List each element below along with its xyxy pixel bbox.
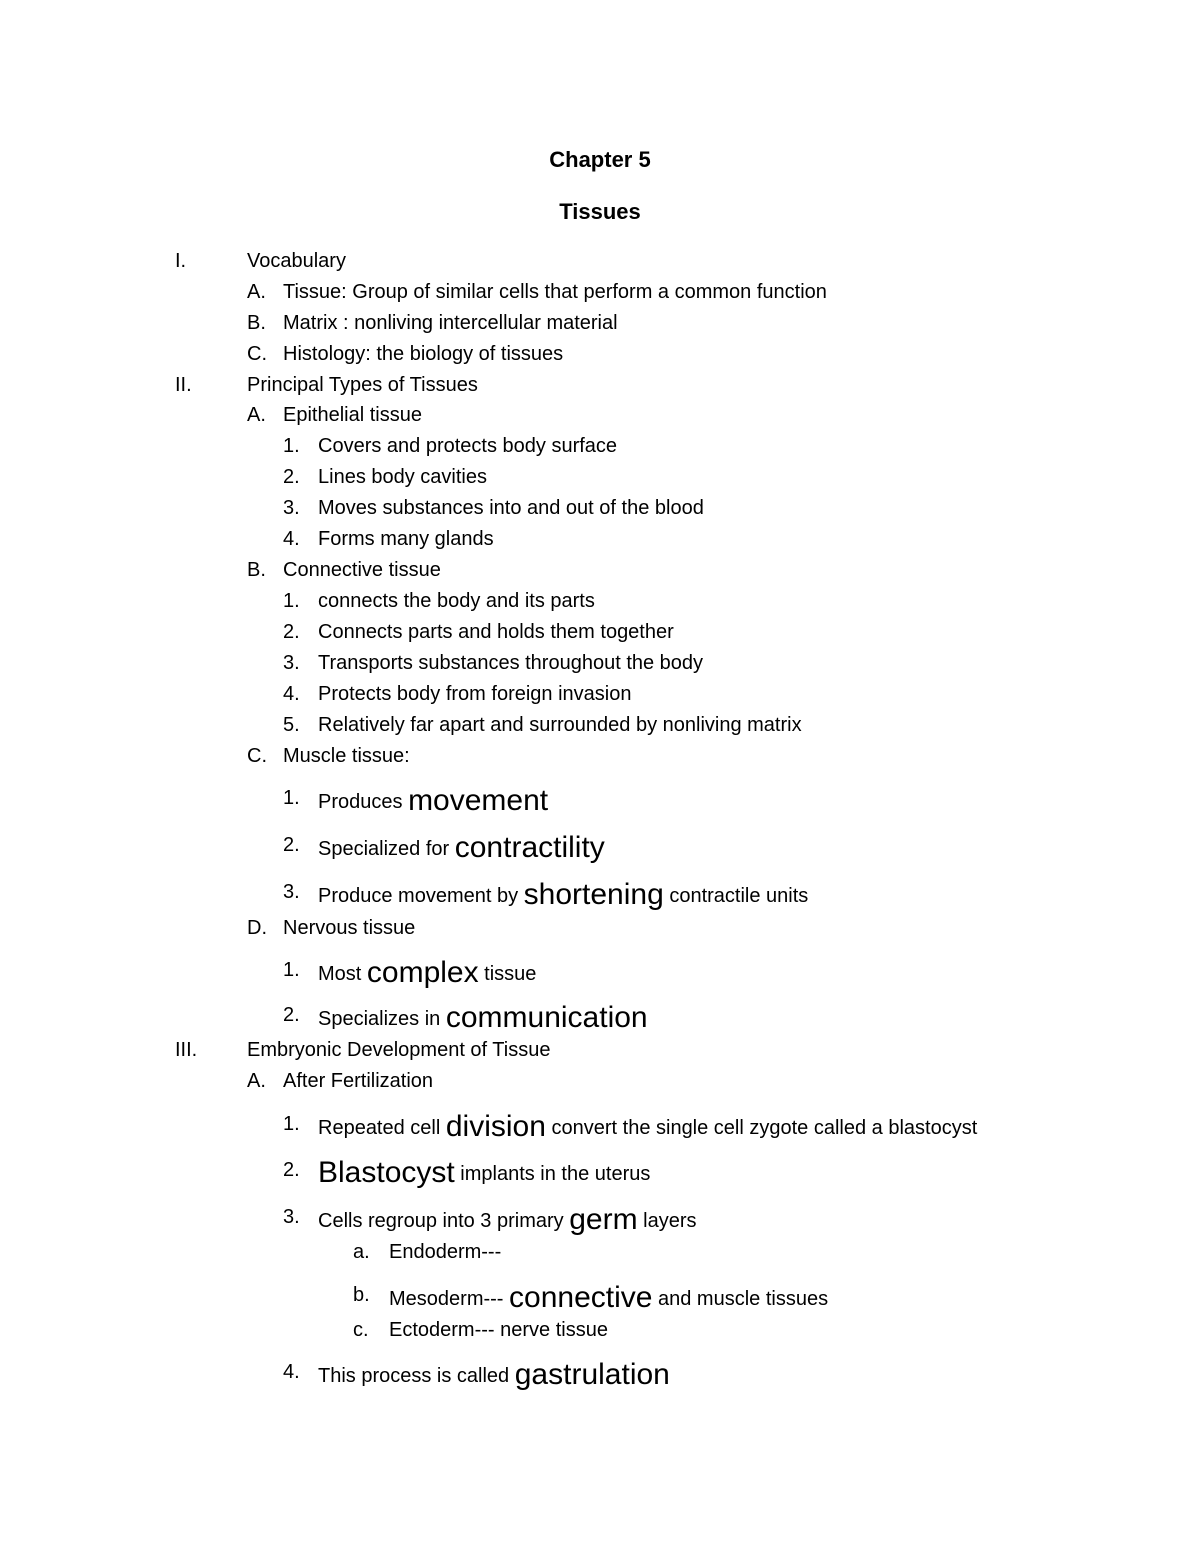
text-post: tissue <box>478 963 537 985</box>
text-pre: This process is called <box>318 1365 515 1387</box>
item-text: Relatively far apart and surrounded by nonliving matrix <box>318 714 802 736</box>
handwritten-emphasis: Blastocyst <box>318 1156 455 1189</box>
item-label: 4. <box>283 683 300 705</box>
item-label: c. <box>353 1319 369 1341</box>
handwritten-emphasis: movement <box>408 784 549 817</box>
item-label: 3. <box>283 497 300 519</box>
item-text: Endoderm--- <box>389 1241 502 1263</box>
text-pre: Repeated cell <box>318 1117 446 1139</box>
item-text: Moves substances into and out of the blood <box>318 497 704 519</box>
text-post: and muscle tissues <box>652 1288 829 1310</box>
handwritten-emphasis: gastrulation <box>514 1358 670 1391</box>
item-label: 1. <box>283 590 300 612</box>
item-text <box>318 786 548 816</box>
chapter-title: Chapter 5 <box>549 147 651 172</box>
handwritten-emphasis: shortening <box>523 878 664 911</box>
handwritten-emphasis: contractility <box>454 831 605 864</box>
item-text: Connective tissue <box>283 559 441 581</box>
text-post: implants in the uterus <box>454 1163 651 1185</box>
item-label: B. <box>247 559 266 581</box>
item-label: D. <box>247 917 267 939</box>
item-text: Lines body cavities <box>318 466 487 488</box>
section-number: II. <box>175 374 192 396</box>
section-title: Principal Types of Tissues <box>247 374 478 396</box>
item-text: Matrix : nonliving intercellular material <box>283 312 618 334</box>
text-post: contractile units <box>663 885 809 907</box>
item-text: Protects body from foreign invasion <box>318 683 632 705</box>
item-text: After Fertilization <box>283 1070 434 1092</box>
item-label: 2. <box>283 466 300 488</box>
text-pre: Specializes in <box>318 1008 446 1030</box>
item-text <box>318 880 808 910</box>
item-text <box>318 1158 650 1188</box>
handwritten-emphasis: division <box>445 1110 546 1143</box>
item-label: 3. <box>283 652 300 674</box>
item-label: 1. <box>283 435 300 457</box>
section-number: I. <box>175 250 187 272</box>
item-text: Transports substances throughout the body <box>318 652 704 674</box>
item-text <box>389 1283 828 1313</box>
item-text <box>318 1003 648 1033</box>
item-text: Tissue: Group of similar cells that perform a common function <box>283 281 827 303</box>
item-text <box>318 1360 670 1390</box>
item-label: 2. <box>283 621 300 643</box>
item-text: Connects parts and holds them together <box>318 621 674 643</box>
item-label: A. <box>247 1070 266 1092</box>
item-text <box>318 1112 977 1142</box>
handwritten-emphasis: communication <box>445 1001 648 1034</box>
item-text: connects the body and its parts <box>318 590 595 612</box>
text-pre: Cells regroup into 3 primary <box>318 1210 570 1232</box>
item-text: Muscle tissue: <box>283 745 410 767</box>
item-label: B. <box>247 312 266 334</box>
item-text: Epithelial tissue <box>283 404 422 426</box>
section-title: Vocabulary <box>247 250 346 272</box>
item-label: 4. <box>283 528 300 550</box>
item-label: b. <box>353 1284 370 1306</box>
item-text: Nervous tissue <box>283 917 416 939</box>
item-label: 2. <box>283 1159 300 1181</box>
item-label: a. <box>353 1241 370 1263</box>
item-label: C. <box>247 745 267 767</box>
item-text <box>318 833 605 863</box>
handwritten-emphasis: germ <box>569 1203 638 1236</box>
item-label: 1. <box>283 959 300 981</box>
item-text: Histology: the biology of tissues <box>283 343 564 365</box>
item-text: Ectoderm--- nerve tissue <box>389 1319 608 1341</box>
item-label: 2. <box>283 834 300 856</box>
item-label: C. <box>247 343 267 365</box>
handwritten-emphasis: connective <box>509 1281 653 1314</box>
section-title: Embryonic Development of Tissue <box>247 1039 551 1061</box>
item-label: 1. <box>283 787 300 809</box>
text-pre: Specialized for <box>318 838 455 860</box>
item-label: 5. <box>283 714 300 736</box>
item-label: 3. <box>283 881 300 903</box>
text-pre: Produce movement by <box>318 885 524 907</box>
item-label: 4. <box>283 1361 300 1383</box>
item-text <box>318 958 536 988</box>
text-post: layers <box>637 1210 697 1232</box>
item-text <box>318 1205 696 1235</box>
section-number: III. <box>175 1039 198 1061</box>
handwritten-emphasis: complex <box>366 956 479 989</box>
text-pre: Mesoderm--- <box>389 1288 510 1310</box>
item-text: Forms many glands <box>318 528 494 550</box>
chapter-subtitle: Tissues <box>559 199 641 224</box>
text-pre: Most <box>318 963 367 985</box>
item-label: A. <box>247 281 266 303</box>
item-label: 2. <box>283 1004 300 1026</box>
item-label: A. <box>247 404 266 426</box>
text-post: convert the single cell zygote called a blastocyst <box>545 1117 978 1139</box>
item-text: Covers and protects body surface <box>318 435 618 457</box>
item-label: 3. <box>283 1206 300 1228</box>
item-label: 1. <box>283 1113 300 1135</box>
text-pre: Produces <box>318 791 409 813</box>
